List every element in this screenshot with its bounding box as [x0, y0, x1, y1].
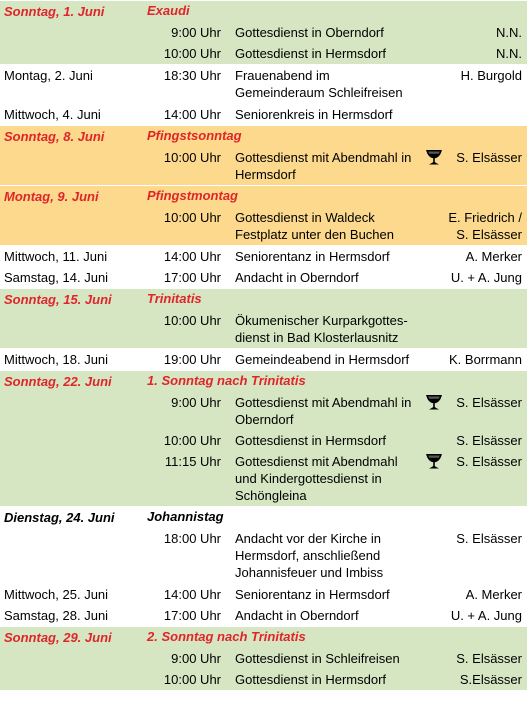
event-date: Mittwoch, 18. Juni — [4, 352, 109, 367]
event-time: 10:00 Uhr — [163, 46, 221, 61]
event-row — [0, 430, 527, 451]
chalice-icon-slot — [421, 45, 447, 62]
event-description: Gottesdienst mit Abendmahl und Kindergottesdienst in Schöngleina — [235, 454, 398, 503]
event-time: 10:00 Uhr — [163, 313, 221, 328]
event-description: Gottesdienst mit Abendmahl in Hermsdorf — [235, 150, 412, 182]
event-description: Gottesdienst in Oberndorf — [235, 25, 384, 40]
event-time: 14:00 Uhr — [163, 249, 221, 264]
event-time: 17:00 Uhr — [163, 270, 221, 285]
event-row — [0, 104, 527, 125]
event-officiant: E. Friedrich / S. Elsässer — [448, 210, 522, 242]
day-date: Sonntag, 15. Juni — [4, 292, 112, 307]
event-date: Montag, 2. Juni — [4, 68, 93, 83]
event-description: Seniorenkreis in Hermsdorf — [235, 107, 393, 122]
event-date: Mittwoch, 11. Juni — [4, 249, 108, 264]
event-time: 11:15 Uhr — [164, 454, 221, 469]
event-time: 9:00 Uhr — [171, 651, 221, 666]
event-row — [0, 584, 527, 605]
event-time: 14:00 Uhr — [163, 587, 221, 602]
chalice-icon-slot — [421, 209, 447, 226]
event-row — [0, 669, 527, 690]
event-date: Mittwoch, 25. Juni — [4, 587, 109, 602]
day-header — [0, 186, 527, 207]
event-time: 10:00 Uhr — [163, 150, 221, 165]
event-row — [0, 605, 527, 626]
event-row — [0, 246, 527, 267]
event-row — [0, 267, 527, 288]
chalice-icon-slot — [421, 671, 447, 688]
event-officiant: S. Elsässer — [456, 433, 522, 448]
event-description: Gottesdienst in Schleifreisen — [235, 651, 400, 666]
event-officiant: S. Elsässer — [456, 150, 522, 165]
chalice-icon-slot — [421, 607, 447, 624]
event-time: 19:00 Uhr — [163, 352, 221, 367]
event-description: Gottesdienst in Hermsdorf — [235, 672, 387, 687]
schedule-block — [0, 507, 527, 584]
day-date: Montag, 9. Juni — [4, 189, 99, 204]
chalice-icon-slot — [421, 530, 447, 547]
event-description: Ökumenischer Kurparkgottes-dienst in Bad Klosterlausnitz — [235, 313, 408, 345]
schedule-block — [0, 349, 527, 371]
chalice-icon-slot — [421, 106, 447, 123]
event-officiant: S. Elsässer — [456, 651, 522, 666]
schedule-block — [0, 371, 527, 507]
schedule-block — [0, 627, 527, 691]
event-officiant: N.N. — [496, 25, 522, 40]
event-row — [0, 22, 527, 43]
event-row — [0, 392, 527, 430]
chalice-icon-slot — [421, 586, 447, 603]
event-time: 10:00 Uhr — [163, 433, 221, 448]
event-description: Gottesdienst in Hermsdorf — [235, 46, 387, 61]
chalice-icon-slot — [421, 453, 447, 470]
schedule-block — [0, 246, 527, 289]
event-description: Gottesdienst in Hermsdorf — [235, 433, 387, 448]
event-officiant: A. Merker — [465, 587, 522, 602]
event-description: Seniorentanz in Hermsdorf — [235, 249, 390, 264]
chalice-icon-slot — [421, 67, 447, 84]
day-date: Sonntag, 1. Juni — [4, 4, 105, 19]
event-date: Samstag, 14. Juni — [4, 270, 109, 285]
event-officiant: S. Elsässer — [456, 395, 522, 410]
schedule-block — [0, 1, 527, 65]
day-title: Johannistag — [147, 509, 224, 524]
event-officiant: S. Elsässer — [456, 454, 522, 469]
chalice-icon-slot — [421, 24, 447, 41]
day-title: Exaudi — [147, 3, 190, 18]
day-header — [0, 507, 527, 528]
chalice-icon-slot — [421, 149, 447, 166]
event-description: Gemeindeabend in Hermsdorf — [235, 352, 410, 367]
event-row — [0, 147, 527, 185]
chalice-icon-slot — [421, 269, 447, 286]
event-description: Gottesdienst mit Abendmahl in Oberndorf — [235, 395, 412, 427]
day-title: Pfingstsonntag — [147, 128, 242, 143]
event-description: Andacht in Oberndorf — [235, 270, 359, 285]
event-time: 10:00 Uhr — [163, 672, 221, 687]
event-date: Mittwoch, 4. Juni — [4, 107, 101, 122]
event-description: Seniorentanz in Hermsdorf — [235, 587, 390, 602]
event-officiant: S.Elsässer — [459, 672, 522, 687]
event-row — [0, 648, 527, 669]
event-description: Frauenabend im Gemeinderaum Schleifreisen — [235, 68, 403, 100]
event-time: 18:30 Uhr — [163, 68, 221, 83]
chalice-icon-slot — [421, 432, 447, 449]
event-officiant: U. + A. Jung — [450, 608, 522, 623]
event-officiant: S. Elsässer — [456, 531, 522, 546]
chalice-icon-slot — [421, 312, 447, 329]
event-officiant: U. + A. Jung — [450, 270, 522, 285]
day-date: Dienstag, 24. Juni — [4, 510, 115, 525]
event-time: 18:00 Uhr — [163, 531, 221, 546]
day-title: Trinitatis — [147, 291, 202, 306]
day-title: 1. Sonntag nach Trinitatis — [147, 373, 306, 388]
event-row — [0, 528, 527, 583]
chalice-icon-slot — [421, 394, 447, 411]
day-header — [0, 371, 527, 392]
day-header — [0, 1, 527, 22]
chalice-icon — [424, 149, 444, 166]
chalice-icon-slot — [421, 248, 447, 265]
event-officiant: N.N. — [496, 46, 522, 61]
schedule-block — [0, 65, 527, 104]
event-time: 10:00 Uhr — [163, 210, 221, 225]
day-title: 2. Sonntag nach Trinitatis — [147, 629, 306, 644]
event-date: Samstag, 28. Juni — [4, 608, 109, 623]
day-date: Sonntag, 29. Juni — [4, 630, 112, 645]
day-header — [0, 627, 527, 648]
chalice-icon-slot — [421, 650, 447, 667]
day-header — [0, 126, 527, 147]
chalice-icon — [424, 453, 444, 470]
schedule-block — [0, 104, 527, 126]
schedule-block — [0, 584, 527, 627]
event-description: Andacht in Oberndorf — [235, 608, 359, 623]
chalice-icon-slot — [421, 351, 447, 368]
day-date: Sonntag, 8. Juni — [4, 129, 105, 144]
event-row — [0, 349, 527, 370]
event-time: 9:00 Uhr — [171, 395, 221, 410]
schedule-block — [0, 289, 527, 349]
event-description: Andacht vor der Kirche in Hermsdorf, anschließend Johannisfeuer und Imbiss — [235, 531, 384, 580]
event-row — [0, 207, 527, 245]
event-row — [0, 43, 527, 64]
event-officiant: A. Merker — [465, 249, 522, 264]
day-header — [0, 289, 527, 310]
schedule-block — [0, 126, 527, 186]
event-officiant: H. Burgold — [460, 68, 522, 83]
event-row — [0, 451, 527, 506]
event-time: 17:00 Uhr — [163, 608, 221, 623]
day-date: Sonntag, 22. Juni — [4, 374, 112, 389]
event-row — [0, 65, 527, 103]
event-description: Gottesdienst in Waldeck Festplatz unter den Buchen — [235, 210, 394, 242]
event-time: 14:00 Uhr — [163, 107, 221, 122]
event-time: 9:00 Uhr — [171, 25, 221, 40]
event-officiant: K. Borrmann — [449, 352, 522, 367]
chalice-icon — [424, 394, 444, 411]
day-title: Pfingstmontag — [147, 188, 238, 203]
schedule-block — [0, 186, 527, 246]
event-row — [0, 310, 527, 348]
